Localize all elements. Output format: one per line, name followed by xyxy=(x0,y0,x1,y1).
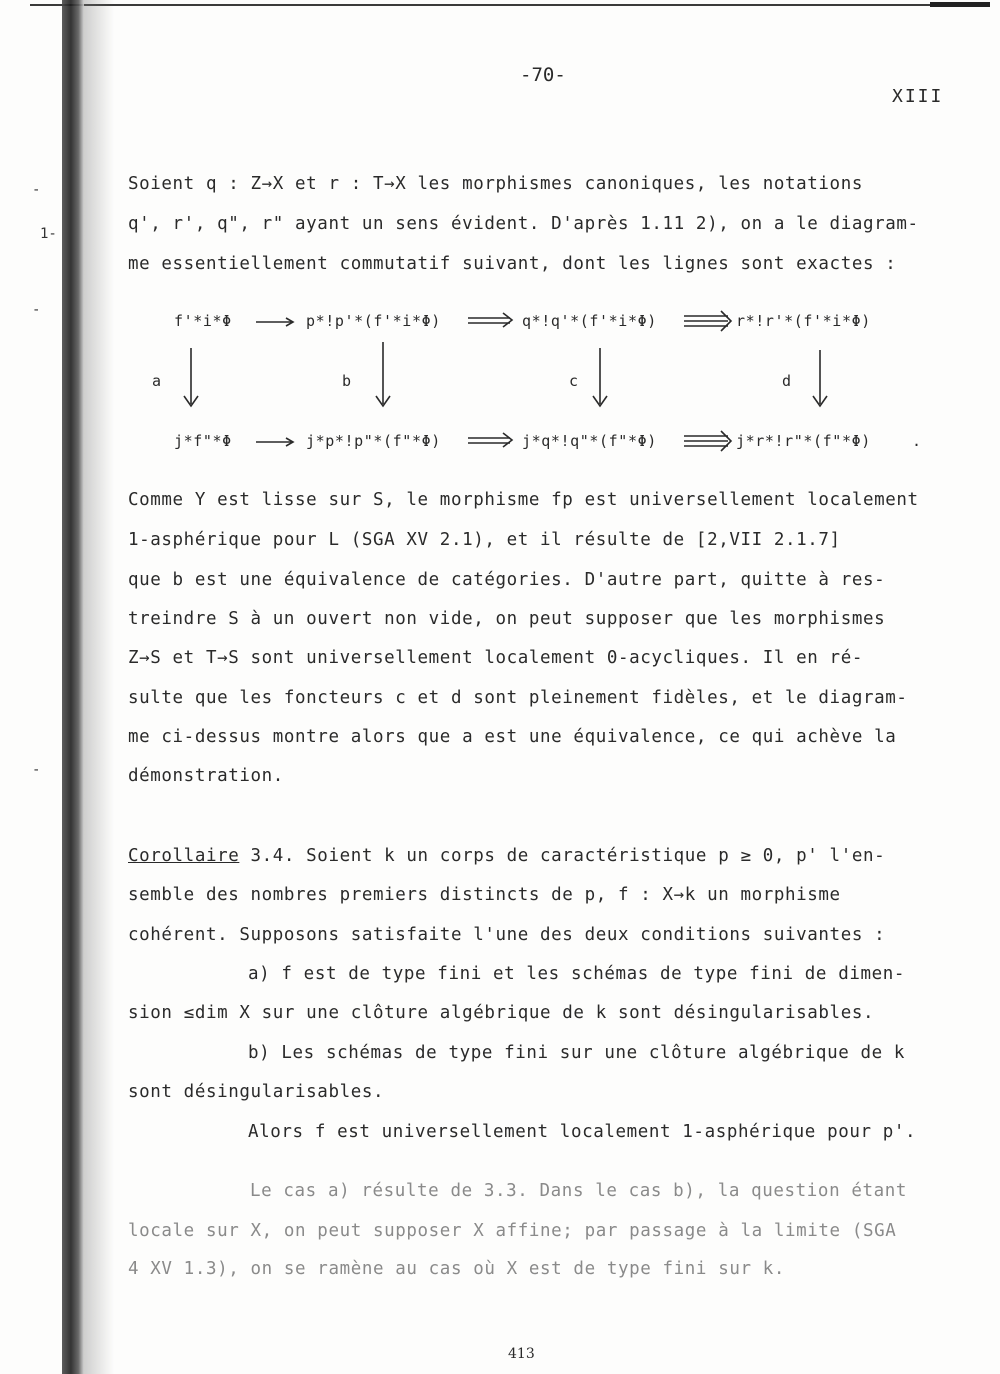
arrow-head xyxy=(376,396,390,406)
diagram-end-mark: . xyxy=(912,432,922,450)
arrow-head xyxy=(503,313,512,327)
diagram-arrows xyxy=(0,0,1000,480)
arrow-head xyxy=(286,318,293,326)
diagram-label: d xyxy=(782,372,792,390)
arrow-head xyxy=(721,311,731,331)
paragraph-line: me ci-dessus montre alors que a est une équivalence, ce qui achève la xyxy=(128,727,897,747)
diagram-node-top: f'*i*Φ xyxy=(174,312,232,330)
diagram-label: a xyxy=(152,372,162,390)
corollary-line: cohérent. Supposons satisfaite l'une des deux conditions suivantes : xyxy=(128,925,886,945)
paragraph-line: Comme Y est lisse sur S, le morphisme fp est universellement localement xyxy=(128,490,919,510)
diagram-node-bottom: j*r*!r"*(f"*Φ) xyxy=(736,432,871,450)
diagram-label: b xyxy=(342,372,352,390)
corollary-line: sont désingularisables. xyxy=(128,1082,385,1102)
corollary-line: a) f est de type fini et les schémas de type fini de dimen- xyxy=(248,964,906,984)
proof-line: 4 XV 1.3), on se ramène au cas où X est de type fini sur k. xyxy=(128,1259,786,1279)
diagram-node-top: r*!r'*(f'*i*Φ) xyxy=(736,312,871,330)
proof-line: Le cas a) résulte de 3.3. Dans le cas b), la question étant xyxy=(250,1181,908,1201)
binding-edge xyxy=(62,0,84,1374)
corollary-line: b) Les schémas de type fini sur une clôture algébrique de k xyxy=(248,1043,906,1063)
footer-page-number: 413 xyxy=(508,1346,535,1362)
diagram-node-top: p*!p'*(f'*i*Φ) xyxy=(306,312,441,330)
corollary-heading xyxy=(128,846,885,866)
top-rule-edge xyxy=(930,2,990,7)
page-number: -70- xyxy=(520,64,566,86)
paragraph-line: Soient q : Z→X et r : T→X les morphismes canoniques, les notations xyxy=(128,174,863,194)
diagram-node-bottom: j*p*!p"*(f"*Φ) xyxy=(306,432,441,450)
paragraph-line: 1-asphérique pour L (SGA XV 2.1), et il résulte de [2,VII 2.1.7] xyxy=(128,530,841,550)
diagram-label: c xyxy=(569,372,579,390)
paragraph-line: que b est une équivalence de catégories. D'autre part, quitte à res- xyxy=(128,570,886,590)
paragraph-line: q', r', q", r" ayant un sens évident. D'après 1.11 2), on a le diagram- xyxy=(128,214,919,234)
corollary-label: Corollaire xyxy=(128,846,240,866)
margin-mark: - xyxy=(32,762,41,778)
paragraph-line: treindre S à un ouvert non vide, on peut supposer que les morphismes xyxy=(128,609,886,629)
arrow-head xyxy=(503,433,512,447)
corollary-line: semble des nombres premiers distincts de p, f : X→k un morphisme xyxy=(128,885,841,905)
arrow-head xyxy=(593,396,607,406)
paragraph-line: Z→S et T→S sont universellement localement 0-acycliques. Il en ré- xyxy=(128,648,863,668)
paragraph-line: sulte que les foncteurs c et d sont pleinement fidèles, et le diagram- xyxy=(128,688,908,708)
corollary-text: 3.4. Soient k un corps de caractéristique p ≥ 0, p' l'en- xyxy=(239,846,886,866)
proof-line: locale sur X, on peut supposer X affine; par passage à la limite (SGA xyxy=(128,1221,897,1241)
arrow-head xyxy=(286,438,293,446)
commutative-diagram xyxy=(0,0,1000,480)
corollary-line: Alors f est universellement localement 1-asphérique pour p'. xyxy=(248,1122,917,1142)
margin-mark: 1- xyxy=(40,226,57,242)
margin-mark: - xyxy=(32,182,41,198)
binding-shadow xyxy=(84,0,114,1374)
paragraph-line: démonstration. xyxy=(128,766,284,786)
diagram-node-bottom: j*f"*Φ xyxy=(174,432,232,450)
corollary-line: sion ≤dim X sur une clôture algébrique de k sont désingularisables. xyxy=(128,1003,875,1023)
margin-mark: - xyxy=(32,302,41,318)
arrow-head xyxy=(813,396,827,406)
paragraph-line: me essentiellement commutatif suivant, dont les lignes sont exactes : xyxy=(128,254,897,274)
arrow-head xyxy=(721,431,731,451)
section-number: XIII xyxy=(892,86,944,107)
arrow-head xyxy=(184,396,198,406)
diagram-node-top: q*!q'*(f'*i*Φ) xyxy=(522,312,657,330)
diagram-node-bottom: j*q*!q"*(f"*Φ) xyxy=(522,432,657,450)
top-rule xyxy=(30,4,985,6)
